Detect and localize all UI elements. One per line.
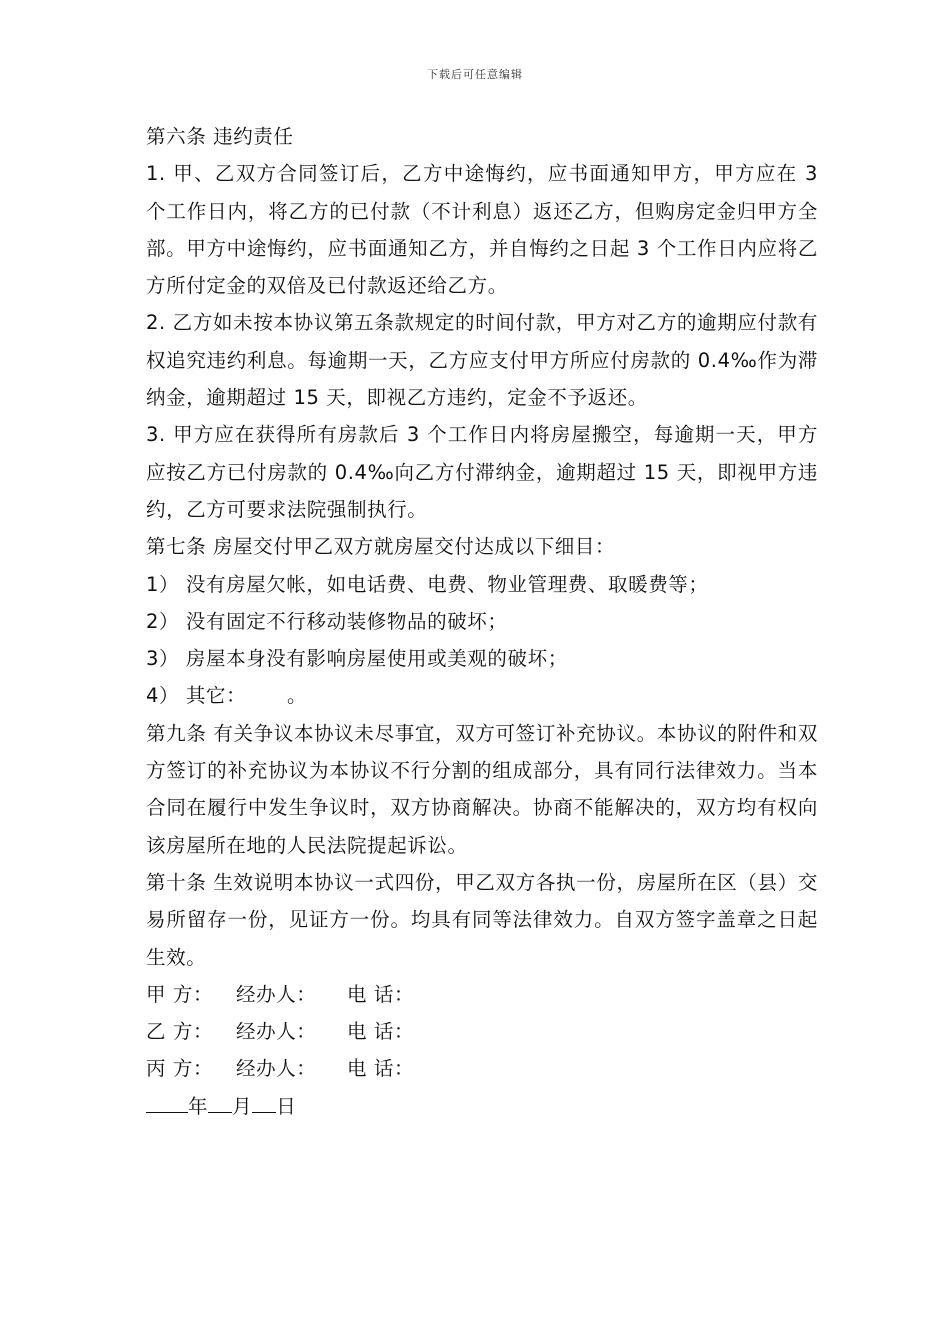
- article-7-title: 第七条 房屋交付甲乙双方就房屋交付达成以下细目：: [146, 535, 616, 559]
- phone-label: 电 话：: [347, 982, 415, 1006]
- day-blank: [252, 1092, 276, 1113]
- day-label: 日: [276, 1094, 297, 1118]
- page-header: 下载后可任意编辑: [427, 68, 523, 81]
- party-label: 乙 方：: [146, 1020, 214, 1044]
- phone-label: 电 话：: [347, 1020, 415, 1044]
- year-label: 年: [188, 1094, 209, 1118]
- month-label: 月: [232, 1094, 253, 1118]
- date-line: [146, 1088, 818, 1125]
- article-10: 第十条 生效说明本协议一式四份，甲乙双方各执一份，房屋所在区（县）交易所留存一份，见证方一份。均具有同等法律效力。自双方签字盖章之日起生效。: [146, 870, 818, 969]
- article-9: 第九条 有关争议本协议未尽事宜，双方可签订补充协议。本协议的附件和双方签订的补充协议为本协议不行分割的组成部分，具有同行法律效力。当本合同在履行中发生争议时，双方协商解决。协商不能解决的，双方均有权向该房屋所在地的人民法院提起诉讼。: [146, 721, 818, 857]
- article-7-item-2: 2） 没有固定不行移动装修物品的破坏；: [146, 609, 508, 633]
- signature-row-party-b: [146, 1013, 818, 1050]
- agent-label: 经办人：: [236, 1020, 317, 1044]
- article-7-item-4: 4） 其它： 。: [146, 684, 308, 708]
- article-6-clause-1: 1. 甲、乙双方合同签订后，乙方中途悔约，应书面通知甲方，甲方应在 3 个工作日内，将乙方的已付款（不计利息）返还乙方，但购房定金归甲方全部。甲方中途悔约，应书面通知乙方，并自悔约之日起 3 个工作日内应将乙方所付定金的双倍及已付款返还给乙方。: [146, 162, 825, 298]
- year-blank: [146, 1092, 188, 1113]
- phone-label: 电 话：: [347, 1057, 415, 1081]
- party-label: 丙 方：: [146, 1057, 214, 1081]
- month-blank: [208, 1092, 232, 1113]
- article-6-clause-2: 2. 乙方如未按本协议第五条款规定的时间付款，甲方对乙方的逾期应付款有权追究违约利息。每逾期一天，乙方应支付甲方所应付房款的 0.4‰作为滞纳金，逾期超过 15 天，即视乙方违约，定金不予返还。: [146, 311, 818, 410]
- article-7-item-3: 3） 房屋本身没有影响房屋使用或美观的破坏；: [146, 647, 568, 671]
- document-body: [146, 118, 825, 1125]
- article-7-item-1: 1） 没有房屋欠帐，如电话费、电费、物业管理费、取暖费等；: [146, 572, 709, 596]
- party-label: 甲 方：: [146, 982, 214, 1006]
- signature-row-party-a: [146, 976, 818, 1013]
- agent-label: 经办人：: [236, 1057, 317, 1081]
- agent-label: 经办人：: [236, 982, 317, 1006]
- article-6-clause-3: 3. 甲方应在获得所有房款后 3 个工作日内将房屋搬空，每逾期一天，甲方应按乙方已付房款的 0.4‰向乙方付滞纳金，逾期超过 15 天，即视甲方违约，乙方可要求法院强制执行。: [146, 423, 818, 521]
- signature-row-party-c: [146, 1050, 818, 1087]
- article-6-title: 第六条 违约责任: [146, 125, 294, 148]
